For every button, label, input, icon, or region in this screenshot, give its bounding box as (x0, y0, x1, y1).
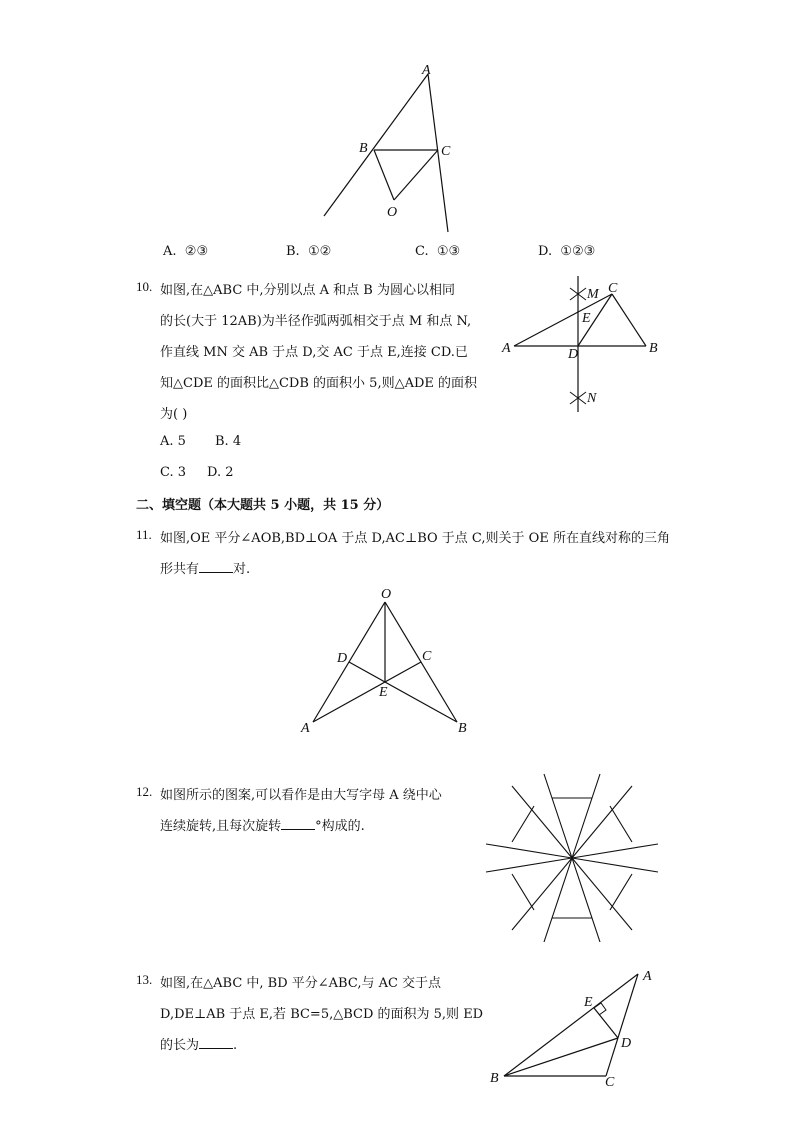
q10-option-b[interactable]: B. 4 (215, 434, 242, 449)
q11-label-b: B (458, 721, 467, 736)
q10-segment-cb (612, 294, 646, 346)
q11-label-c: C (422, 649, 432, 664)
q10-line-4: 知△CDE 的面积比△CDB 的面积小 5,则△ADE 的面积 (160, 376, 478, 391)
q9-label-a: A (422, 63, 431, 78)
q12-crossbar-5 (512, 874, 534, 910)
q10-label-n: N (587, 391, 597, 406)
q13-segment-bd (504, 1038, 618, 1076)
q9-segment-bo (374, 150, 394, 200)
q13-segment-ba (504, 974, 638, 1076)
q12-crossbar-3 (512, 806, 534, 842)
q12-ray-8 (572, 858, 658, 872)
q10-line-5: 为( ) (160, 407, 188, 422)
q10-label-c: C (608, 281, 618, 296)
q13-label-b: B (490, 1071, 499, 1086)
q11-number: 11. (136, 527, 152, 542)
q12-ray-9 (512, 786, 572, 858)
q12-figure (484, 772, 662, 942)
q10-number: 10. (136, 279, 153, 294)
q12-ray-11 (512, 858, 572, 930)
q11-line-2-post: 对. (233, 562, 251, 577)
q12-ray-5 (486, 844, 572, 858)
section-2-title: 二、填空题（本大题共 5 小题，共 15 分） (136, 498, 390, 513)
q11-line-2 (160, 558, 250, 577)
q13-line-3 (160, 1034, 237, 1053)
q12-ray-12 (572, 858, 632, 930)
q13-segment-de (594, 1008, 618, 1038)
q9-option-b[interactable]: B. ①② (286, 244, 332, 259)
q10-line-3: 作直线 MN 交 AB 于点 D,交 AC 于点 E,连接 CD.已 (160, 345, 468, 360)
q13-label-a: A (643, 969, 652, 984)
q10-label-m: M (587, 287, 599, 302)
q9-segment-co (394, 150, 438, 200)
q11-label-e: E (379, 685, 388, 700)
q13-line-1: 如图,在△ABC 中, BD 平分∠ABC,与 AC 交于点 (160, 976, 442, 991)
q12-ray-2 (572, 774, 600, 858)
q10-label-d: D (568, 347, 579, 362)
q10-label-e: E (582, 311, 591, 326)
q13-label-e: E (584, 995, 593, 1010)
q10-option-a[interactable]: A. 5 (160, 434, 186, 449)
q9-label-c: C (441, 144, 451, 159)
q9-label-o: O (387, 205, 398, 220)
q10-option-c[interactable]: C. 3 (160, 465, 187, 480)
q12-line-2-pre: 连续旋转,且每次旋转 (160, 819, 282, 834)
q13-answer-blank[interactable] (199, 1036, 233, 1049)
q11-line-ac (313, 662, 421, 722)
q9-line-ab (324, 74, 428, 216)
q10-label-a: A (502, 341, 511, 356)
q13-label-c: C (605, 1075, 615, 1089)
q12-ray-1 (544, 774, 572, 858)
q9-option-a[interactable]: A. ②③ (163, 244, 209, 259)
q11-line-1: 如图,OE 平分∠AOB,BD⊥OA 于点 D,AC⊥BO 于点 C,则关于 OE 所在直线对称的三角 (160, 531, 670, 546)
q11-line-bd (349, 662, 457, 722)
q12-pattern (486, 774, 658, 942)
q12-line-2-post: °构成的. (315, 819, 365, 834)
q12-ray-4 (572, 858, 600, 942)
q10-figure (500, 268, 670, 418)
q13-line-3-post: . (233, 1038, 238, 1053)
q12-number: 12. (136, 784, 153, 799)
q9-option-d[interactable]: D. ①②③ (538, 244, 596, 259)
q13-right-angle-mark (594, 1003, 606, 1015)
q13-label-d: D (621, 1036, 632, 1051)
q9-option-c[interactable]: C. ①③ (415, 244, 461, 259)
q13-number: 13. (136, 972, 153, 987)
q11-label-d: D (337, 651, 348, 666)
q10-option-d[interactable]: D. 2 (207, 465, 234, 480)
q11-label-o: O (381, 587, 392, 602)
q12-answer-blank[interactable] (281, 817, 315, 830)
q11-line-2-pre: 形共有 (160, 562, 200, 577)
q11-answer-blank[interactable] (199, 560, 233, 573)
q13-line-2: D,DE⊥AB 于点 E,若 BC=5,△BCD 的面积为 5,则 ED (160, 1007, 484, 1022)
q13-line-3-pre: 的长为 (160, 1038, 200, 1053)
q9-figure (310, 60, 470, 235)
q12-ray-10 (572, 786, 632, 858)
q10-label-b: B (649, 341, 658, 356)
q13-segment-ac (606, 974, 638, 1076)
q12-crossbar-6 (610, 874, 632, 910)
q12-ray-7 (572, 844, 658, 858)
q12-line-2 (160, 815, 365, 834)
q12-line-1: 如图所示的图案,可以看作是由大写字母 A 绕中心 (160, 788, 442, 803)
q13-figure (488, 964, 663, 1089)
q11-label-a: A (301, 721, 310, 736)
q9-label-b: B (359, 141, 368, 156)
q10-line-2: 的长(大于 12AB)为半径作弧两弧相交于点 M 和点 N, (160, 314, 472, 329)
q12-ray-6 (486, 858, 572, 872)
q12-ray-3 (544, 858, 572, 942)
q10-line-1: 如图,在△ABC 中,分别以点 A 和点 B 为圆心以相同 (160, 283, 455, 298)
q11-figure (295, 582, 480, 737)
q12-crossbar-4 (610, 806, 632, 842)
